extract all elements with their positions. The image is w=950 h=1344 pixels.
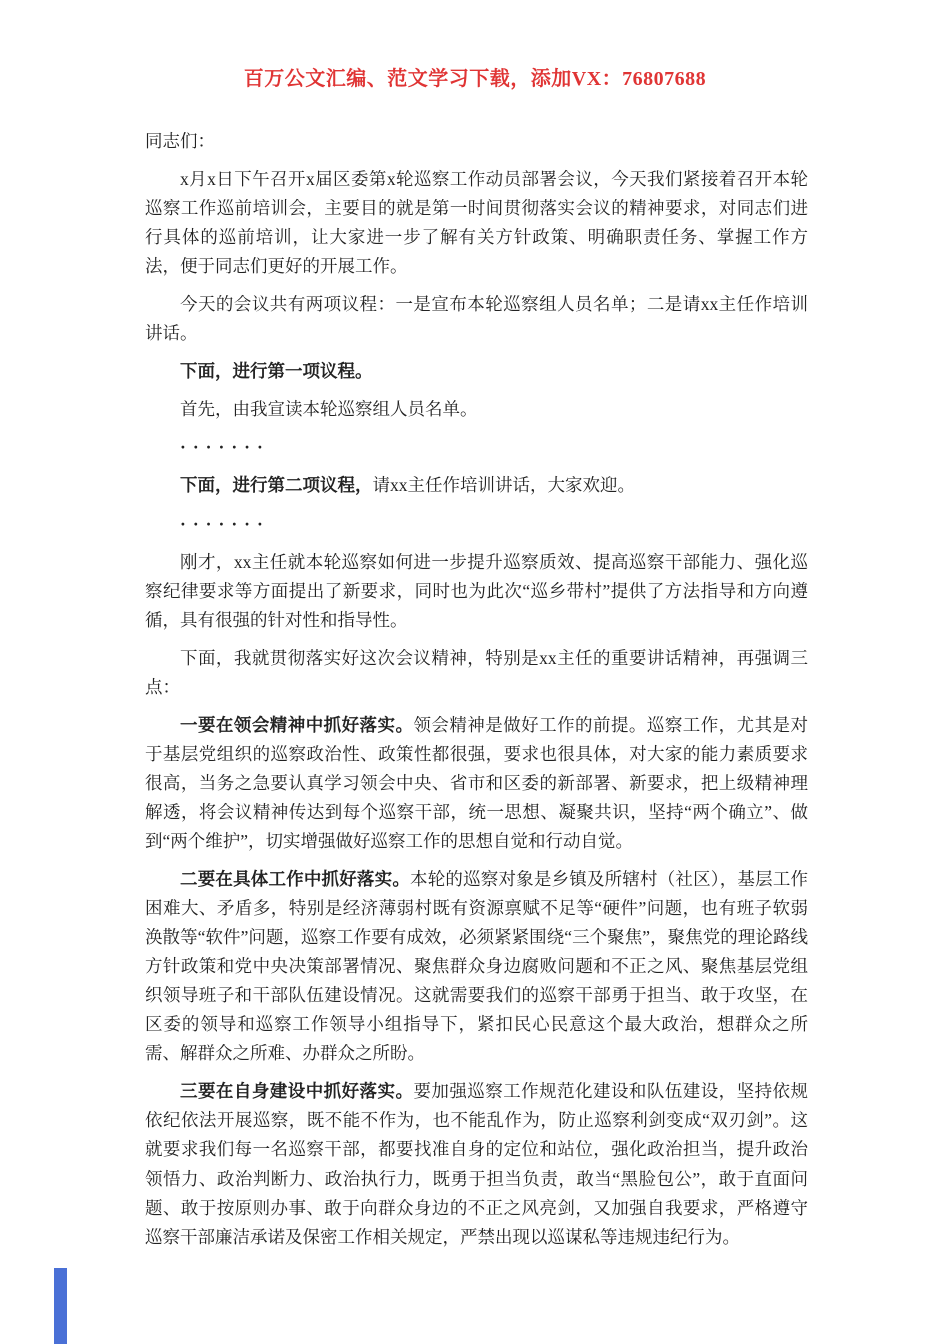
text-segment: 下面，我就贯彻落实好这次会议精神，特别是xx主任的重要讲话精神，再强调三点： [145,647,808,697]
paragraph [145,711,808,856]
ellipsis-paragraph [145,433,808,462]
text-segment-bold: ······· [180,513,270,534]
text-segment: 领会精神是做好工作的前提。巡察工作，尤其是对于基层党组织的巡察政治性、政策性都很强，要求也很具体，对大家的能力素质要求很高，当务之急要认真学习领会中央、省市和区委的新部署、新要求，把上级精神理解透，将会议精神传达到每个巡察干部，统一思想、凝聚共识，坚持“两个确立”、做到“两个维护”，切实增强做好巡察工作的思想自觉和行动自觉。 [145,714,809,851]
paragraph [145,865,808,1068]
paragraph [145,165,808,281]
paragraph [145,357,808,386]
paragraph [145,127,808,156]
text-segment-bold: 下面，进行第二项议程， [180,475,373,496]
text-segment: x月x日下午召开x届区委第x轮巡察工作动员部署会议，今天我们紧接着召开本轮巡察工作巡前培训会，主要目的就是第一时间贯彻落实会议的精神要求，对同志们进行具体的巡前培训，让大家进一步了解有关方针政策、明确职责任务、掌握工作方法，便于同志们更好的开展工作。 [145,169,808,277]
text-segment: 要加强巡察工作规范化建设和队伍建设，坚持依规依纪依法开展巡察，既不能不作为，也不能乱作为，防止巡察利剑变成“双刃剑”。这就要求我们每一名巡察干部，都要找准自身的定位和站位，强化政治担当，提升政治领悟力、政治判断力、政治执行力，既勇于担当负责，敢当“黑脸包公”，敢于直面问题、敢于按原则办事、敢于向群众身边的不正之风亮剑，又加强自我要求，严格遵守巡察干部廉洁承诺及保密工作相关规定，严禁出现以巡谋私等违规违纪行为。 [145,1081,809,1247]
ellipsis-paragraph [145,510,808,539]
text-segment-bold: 下面，进行第一项议程。 [180,361,373,382]
promo-banner: 百万公文汇编、范文学习下载，添加VX：76807688 [243,68,707,90]
paragraph [145,548,808,635]
text-segment: 首先，由我宣读本轮巡察组人员名单。 [180,399,478,420]
text-segment-bold: 一要在领会精神中抓好落实。 [180,714,414,735]
paragraph [145,644,808,702]
blue-marker [54,1268,67,1344]
text-segment: 刚才，xx主任就本轮巡察如何进一步提升巡察质效、提高巡察干部能力、强化巡察纪律要求等方面提出了新要求，同时也为此次“巡乡带村”提供了方法指导和方向遵循，具有很强的针对性和指导性。 [145,551,808,630]
paragraph [145,1077,808,1251]
text-segment: 今天的会议共有两项议程：一是宣布本轮巡察组人员名单；二是请xx主任作培训讲话。 [145,294,808,344]
text-segment-bold: 二要在具体工作中抓好落实。 [180,869,411,890]
text-segment: 同志们： [145,131,215,151]
text-segment-bold: ······· [180,437,270,458]
paragraph [145,471,808,500]
text-segment-bold: 三要在自身建设中抓好落实。 [180,1081,414,1102]
paragraph [145,395,808,424]
paragraph [145,290,808,348]
text-segment: 请xx主任作培训讲话，大家欢迎。 [372,475,635,496]
document-body [145,127,808,1252]
text-segment: 本轮的巡察对象是乡镇及所辖村（社区），基层工作困难大、矛盾多，特别是经济薄弱村既有资源禀赋不足等“硬件”问题，也有班子软弱涣散等“软件”问题，巡察工作要有成效，必须紧紧围绕“三个聚焦”，聚焦党的理论路线方针政策和党中央决策部署情况、聚焦群众身边腐败问题和不正之风、聚焦基层党组织领导班子和干部队伍建设情况。这就需要我们的巡察干部勇于担当、敢于攻坚，在区委的领导和巡察工作领导小组指导下，紧扣民心民意这个最大政治，想群众之所需、解群众之所难、办群众之所盼。 [145,869,809,1064]
